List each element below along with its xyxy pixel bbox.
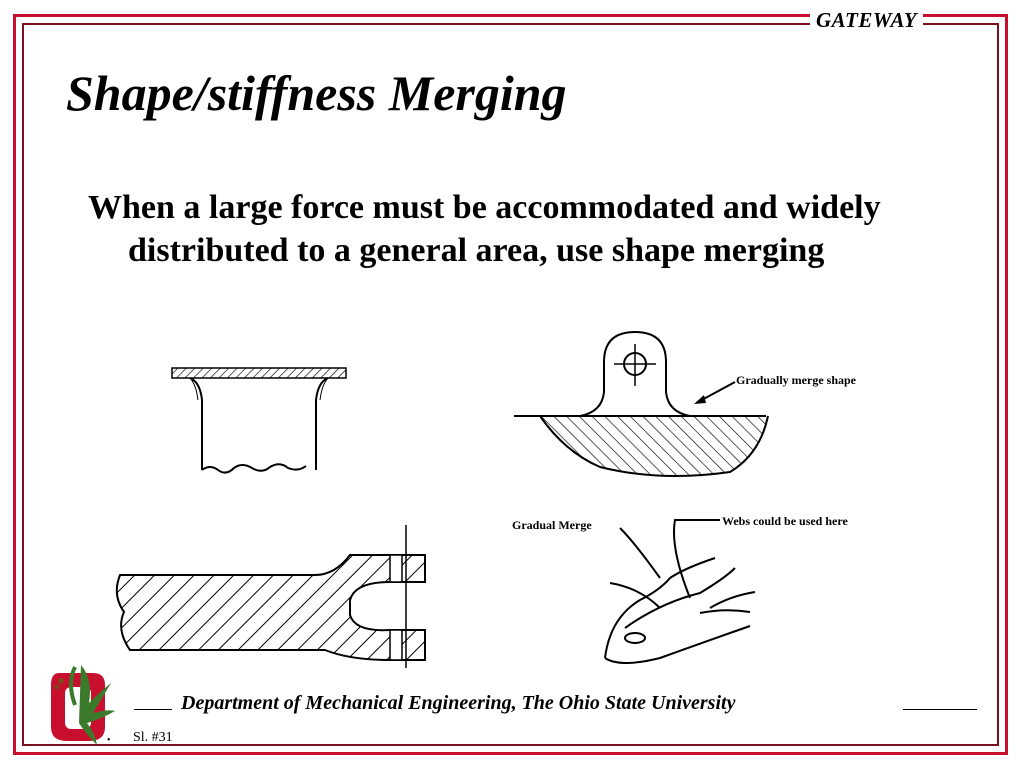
web-flange-figure (510, 508, 900, 678)
footer-rule-left (134, 709, 172, 710)
slide-body-text: When a large force must be accommodated and widely distributed to a general area, use shape merging (88, 189, 881, 269)
footer-bullet: • (107, 735, 111, 746)
gateway-tag: GATEWAY (810, 8, 923, 33)
flange-fillet-figure (160, 360, 360, 480)
slide-number: Sl. #31 (133, 730, 173, 745)
webs-label: Webs could be used here (722, 514, 848, 528)
slide-title: Shape/stiffness Merging (66, 65, 567, 121)
footer-department: Department of Mechanical Engineering, The Ohio State University (181, 692, 736, 714)
fork-shaft-figure (110, 520, 440, 670)
gradually-merge-label: Gradually merge shape (736, 373, 856, 387)
lug-bracket-figure (510, 322, 900, 482)
gradual-merge-label: Gradual Merge (512, 518, 592, 532)
footer-rule-right (903, 709, 977, 710)
